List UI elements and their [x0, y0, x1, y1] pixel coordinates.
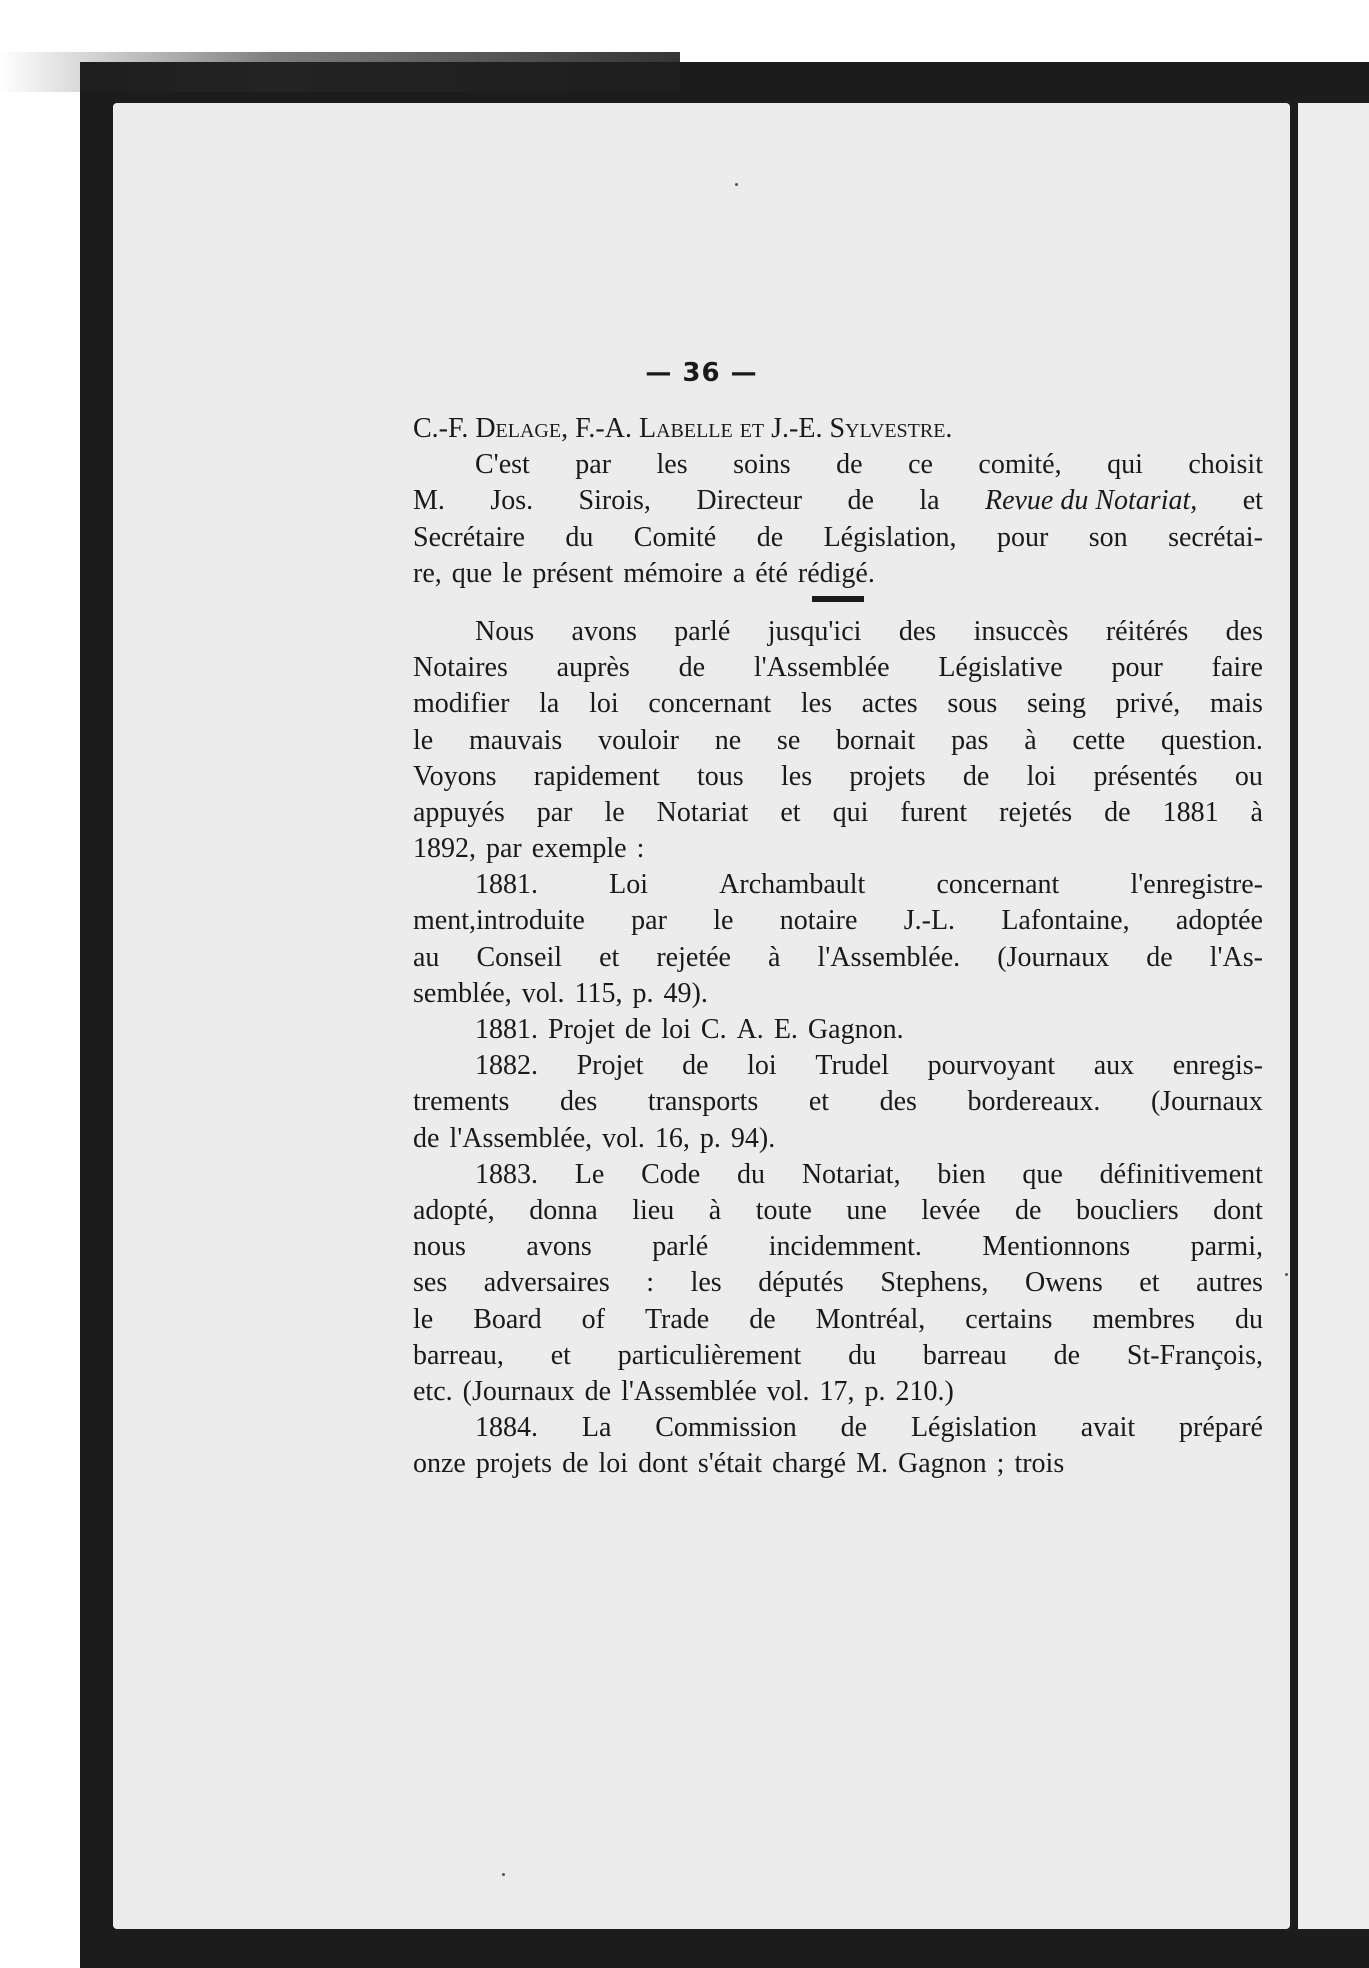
word: Législation	[910, 1412, 1037, 1444]
word: à	[708, 1194, 722, 1226]
word: chargé	[772, 1448, 847, 1480]
word: concernant	[648, 688, 772, 720]
word: présent	[532, 557, 614, 589]
word: exemple	[531, 833, 627, 865]
text-line	[413, 1084, 1263, 1120]
word: Notariat,	[801, 1158, 901, 1190]
word: barreau,	[413, 1339, 504, 1371]
word: Conseil	[476, 941, 563, 973]
word: loi	[589, 688, 619, 720]
word: de	[584, 1375, 612, 1407]
text-line	[413, 556, 1263, 592]
word: rejetée	[656, 941, 731, 973]
text-line	[413, 723, 1263, 759]
word: dont	[638, 1448, 688, 1480]
word: M.	[413, 485, 445, 517]
word: des	[1225, 615, 1263, 647]
text-line	[413, 867, 1263, 903]
paragraph	[413, 1157, 1263, 1410]
text-line	[413, 686, 1263, 722]
word: 1884.	[475, 1412, 538, 1444]
paper-speck	[1285, 1273, 1288, 1276]
word: soins	[733, 449, 791, 481]
word: 210.)	[895, 1375, 954, 1407]
paragraph	[413, 447, 1263, 592]
word: ne	[714, 724, 742, 756]
word: certains	[965, 1303, 1053, 1335]
word: Revue du Notariat,	[984, 485, 1198, 517]
text-line	[413, 650, 1263, 686]
word: du	[1234, 1303, 1263, 1335]
word: Voyons	[413, 760, 497, 792]
word: secrétai-	[1168, 521, 1263, 553]
word: 17,	[819, 1375, 855, 1407]
word: tous	[697, 760, 744, 792]
word: C.	[700, 1014, 727, 1045]
word: autres	[1196, 1267, 1263, 1299]
word: 1881.	[475, 1014, 538, 1045]
word: du	[565, 521, 594, 553]
word: semblée,	[413, 977, 512, 1009]
paper-speck	[735, 183, 738, 186]
word: toute	[755, 1194, 812, 1226]
word: modifier	[413, 688, 510, 720]
word: ce	[908, 449, 933, 481]
word: C.-F. Delage, F.-A. Labelle et J.-E. Sylvestre.	[413, 413, 953, 444]
word: de	[1104, 796, 1131, 828]
word: aux	[1093, 1050, 1135, 1082]
word: avait	[1080, 1412, 1136, 1444]
paragraph	[413, 411, 1263, 447]
word: parmi,	[1190, 1231, 1263, 1263]
word: 1882.	[475, 1050, 538, 1082]
word: de	[1146, 941, 1173, 973]
word: bornait	[836, 724, 916, 756]
word: adopté,	[413, 1194, 495, 1226]
word: :	[636, 833, 645, 865]
text-line	[413, 614, 1263, 650]
word: Notaires	[413, 652, 508, 684]
word: l'Assemblée.	[817, 941, 961, 973]
word: of	[581, 1303, 605, 1335]
word: St-François,	[1126, 1339, 1263, 1371]
word: ses	[413, 1267, 448, 1299]
text-line	[413, 1229, 1263, 1265]
text-line	[413, 411, 1263, 447]
word: Commission	[655, 1412, 797, 1444]
word: projets	[475, 1448, 553, 1480]
word: Jos.	[490, 485, 534, 517]
word: Secrétaire	[413, 521, 525, 553]
word: qui	[1107, 449, 1143, 481]
word: Lafontaine,	[1001, 905, 1130, 937]
word: de	[1053, 1339, 1081, 1371]
word: de	[678, 652, 705, 684]
word: pour	[996, 521, 1049, 553]
word: le	[502, 557, 523, 589]
word: particulièrement	[617, 1339, 802, 1371]
word: ;	[996, 1448, 1005, 1480]
word: a	[732, 557, 746, 589]
word: parlé	[674, 615, 731, 647]
word: appuyés	[413, 796, 505, 828]
word: M.	[856, 1448, 889, 1480]
word: auprès	[556, 652, 630, 684]
word: vol.	[521, 977, 565, 1009]
word: les	[656, 449, 688, 481]
word: le	[413, 1303, 434, 1335]
word: qui	[832, 796, 869, 828]
word: et	[780, 796, 801, 828]
word: privé,	[1115, 688, 1181, 720]
word: actes	[861, 688, 918, 720]
word: la	[539, 688, 560, 720]
word: les	[690, 1267, 722, 1299]
word: préparé	[1179, 1412, 1263, 1444]
word: rédigé.	[797, 557, 875, 589]
word: et	[1139, 1267, 1160, 1299]
text-line	[413, 1012, 1263, 1048]
word: p.	[864, 1375, 886, 1407]
word: l'Assemblée	[753, 652, 890, 684]
word: Loi	[609, 869, 649, 901]
word: Le	[574, 1158, 605, 1190]
word: réitérés	[1105, 615, 1189, 647]
word: mais	[1210, 688, 1263, 720]
word: furent	[900, 796, 968, 828]
word: l'Assemblée,	[449, 1122, 593, 1154]
word: Trade	[644, 1303, 710, 1335]
paragraph	[413, 867, 1263, 1012]
word: seing	[1026, 688, 1087, 720]
word: Archambault	[719, 869, 866, 901]
word: et	[1242, 485, 1263, 517]
word: Sirois,	[578, 485, 651, 517]
word: 1883.	[475, 1158, 538, 1190]
text-line	[413, 831, 1263, 867]
word: membres	[1092, 1303, 1195, 1335]
word: 1881	[1162, 796, 1219, 828]
word: loi	[1026, 760, 1057, 792]
word: les	[781, 760, 813, 792]
word: de	[1014, 1194, 1042, 1226]
word: l'As-	[1209, 941, 1263, 973]
text-line	[413, 483, 1263, 519]
word: vol.	[766, 1375, 810, 1407]
word: question.	[1161, 724, 1263, 756]
word: :	[646, 1267, 655, 1299]
word: et	[599, 941, 620, 973]
paper-speck	[502, 1873, 505, 1876]
word: projets	[849, 760, 926, 792]
word: Nous	[475, 615, 535, 647]
word: jusqu'ici	[767, 615, 862, 647]
word: trois	[1014, 1448, 1065, 1480]
word: etc.	[413, 1375, 453, 1407]
text-line	[413, 759, 1263, 795]
word: loi	[747, 1050, 777, 1082]
word: J.-L.	[903, 905, 956, 937]
text-line	[413, 1157, 1263, 1193]
word: 1881.	[475, 869, 538, 901]
word: été	[755, 557, 788, 589]
word: avons	[526, 1231, 592, 1263]
word: Trudel	[815, 1050, 889, 1082]
word: de	[962, 760, 990, 792]
word: de	[840, 1412, 868, 1444]
text-line	[413, 1374, 1263, 1410]
paragraph	[413, 614, 1263, 867]
word: députés	[758, 1267, 844, 1299]
word: l'Assemblée	[621, 1375, 757, 1407]
word: de	[682, 1050, 709, 1082]
word: nous	[413, 1231, 466, 1263]
text-line	[413, 1121, 1263, 1157]
word: à	[768, 941, 781, 973]
word: des	[559, 1086, 598, 1118]
word: boucliers	[1075, 1194, 1179, 1226]
word: adoptée	[1175, 905, 1263, 937]
word: son	[1088, 521, 1128, 553]
word: insuccès	[973, 615, 1069, 647]
word: adversaires	[483, 1267, 610, 1299]
word: des	[898, 615, 937, 647]
word: ment,introduite	[413, 905, 585, 937]
word: Comité	[633, 521, 717, 553]
word: cette	[1072, 724, 1126, 756]
paragraph	[413, 1410, 1263, 1482]
word: 49).	[663, 977, 708, 1009]
facing-page-edge	[1298, 103, 1369, 1929]
word: Législation,	[823, 521, 957, 553]
text-line	[413, 795, 1263, 831]
word: des	[879, 1086, 917, 1118]
paragraph	[413, 1048, 1263, 1157]
word: enregis-	[1172, 1050, 1263, 1082]
word: Code	[641, 1158, 701, 1190]
word: du	[848, 1339, 877, 1371]
word: E.	[773, 1014, 798, 1045]
word: (Journaux	[1150, 1086, 1263, 1118]
word: Board	[473, 1303, 542, 1335]
word: Owens	[1024, 1267, 1103, 1299]
word: la	[919, 485, 940, 517]
word: vouloir	[598, 724, 679, 756]
word: par	[486, 833, 522, 865]
word: Stephens,	[880, 1267, 989, 1299]
word: bien	[937, 1158, 986, 1190]
text-line	[413, 1048, 1263, 1084]
word: Gagnon	[898, 1448, 987, 1480]
word: bordereaux.	[967, 1086, 1101, 1118]
word: que	[1022, 1158, 1063, 1190]
text-line	[413, 520, 1263, 556]
word: re,	[413, 557, 442, 589]
text-line	[413, 1446, 1263, 1482]
word: p.	[632, 977, 654, 1009]
word: de	[413, 1122, 440, 1154]
word: La	[581, 1412, 612, 1444]
word: au	[413, 941, 440, 973]
word: que	[451, 557, 493, 589]
word: transports	[647, 1086, 759, 1118]
word: Directeur	[696, 485, 803, 517]
word: présentés	[1093, 760, 1198, 792]
word: concernant	[936, 869, 1060, 901]
text-line	[413, 1410, 1263, 1446]
word: parlé	[652, 1231, 709, 1263]
word: (Journaux	[462, 1375, 575, 1407]
word: ou	[1234, 760, 1263, 792]
word: de	[624, 1014, 652, 1045]
word: sous	[947, 688, 998, 720]
word: par	[631, 905, 667, 937]
text-line	[413, 1338, 1263, 1374]
word: les	[800, 688, 833, 720]
word: se	[776, 724, 801, 756]
word: comité,	[978, 449, 1062, 481]
word: Montréal,	[815, 1303, 926, 1335]
word: A.	[736, 1014, 764, 1045]
word: pourvoyant	[927, 1050, 1056, 1082]
paragraph	[413, 1012, 1263, 1048]
word: et	[550, 1339, 571, 1371]
word: 16,	[654, 1122, 690, 1154]
word: à	[1024, 724, 1037, 756]
word: avons	[571, 615, 637, 647]
section-rule	[413, 592, 1263, 614]
word: et	[808, 1086, 830, 1118]
text-line	[413, 940, 1263, 976]
text-line	[413, 1265, 1263, 1301]
word: Législative	[938, 652, 1063, 684]
page-number: — 36 —	[645, 358, 758, 388]
word: de	[847, 485, 874, 517]
word: donna	[529, 1194, 598, 1226]
word: lieu	[632, 1194, 675, 1226]
word: de	[562, 1448, 589, 1480]
word: le	[604, 796, 625, 828]
word: 94).	[730, 1122, 776, 1154]
word: p.	[699, 1122, 721, 1154]
word: levée	[921, 1194, 981, 1226]
text-line	[413, 903, 1263, 939]
word: par	[536, 796, 573, 828]
word: du	[737, 1158, 766, 1190]
word: trements	[413, 1086, 510, 1118]
word: Mentionnons	[982, 1231, 1131, 1263]
word: Gagnon.	[807, 1014, 904, 1045]
word: mauvais	[468, 724, 563, 756]
word: vol.	[602, 1122, 645, 1154]
word: une	[846, 1194, 887, 1226]
word: à	[1250, 796, 1263, 828]
word: de	[749, 1303, 776, 1335]
word: le	[713, 905, 734, 937]
word: (Journaux	[997, 941, 1110, 973]
body-text	[413, 411, 1263, 1482]
word: C'est	[475, 449, 530, 481]
word: définitivement	[1099, 1158, 1263, 1190]
word: barreau	[922, 1339, 1007, 1371]
word: loi	[598, 1448, 629, 1480]
word: dont	[1213, 1194, 1263, 1226]
word: mémoire	[623, 557, 723, 589]
word: s'était	[697, 1448, 762, 1480]
book-page	[113, 103, 1290, 1929]
text-line	[413, 1302, 1263, 1338]
word: par	[575, 449, 612, 481]
word: faire	[1211, 652, 1263, 684]
word: choisit	[1188, 449, 1263, 481]
word: Notariat	[656, 796, 749, 828]
word: l'enregistre-	[1130, 869, 1263, 901]
word: onze	[413, 1448, 466, 1480]
word: notaire	[779, 905, 858, 937]
text-line	[413, 976, 1263, 1012]
word: 115,	[574, 977, 623, 1009]
word: rejetés	[999, 796, 1073, 828]
word: de	[756, 521, 784, 553]
word: de	[836, 449, 863, 481]
word: loi	[661, 1014, 691, 1045]
word: incidemment.	[768, 1231, 922, 1263]
word: le	[413, 724, 434, 756]
word: pas	[951, 724, 989, 756]
word: Projet	[576, 1050, 644, 1082]
text-line	[413, 1193, 1263, 1229]
word: rapidement	[533, 760, 660, 792]
word: 1892,	[413, 833, 476, 865]
text-line	[413, 447, 1263, 483]
word: pour	[1111, 652, 1163, 684]
word: Projet	[548, 1014, 615, 1045]
